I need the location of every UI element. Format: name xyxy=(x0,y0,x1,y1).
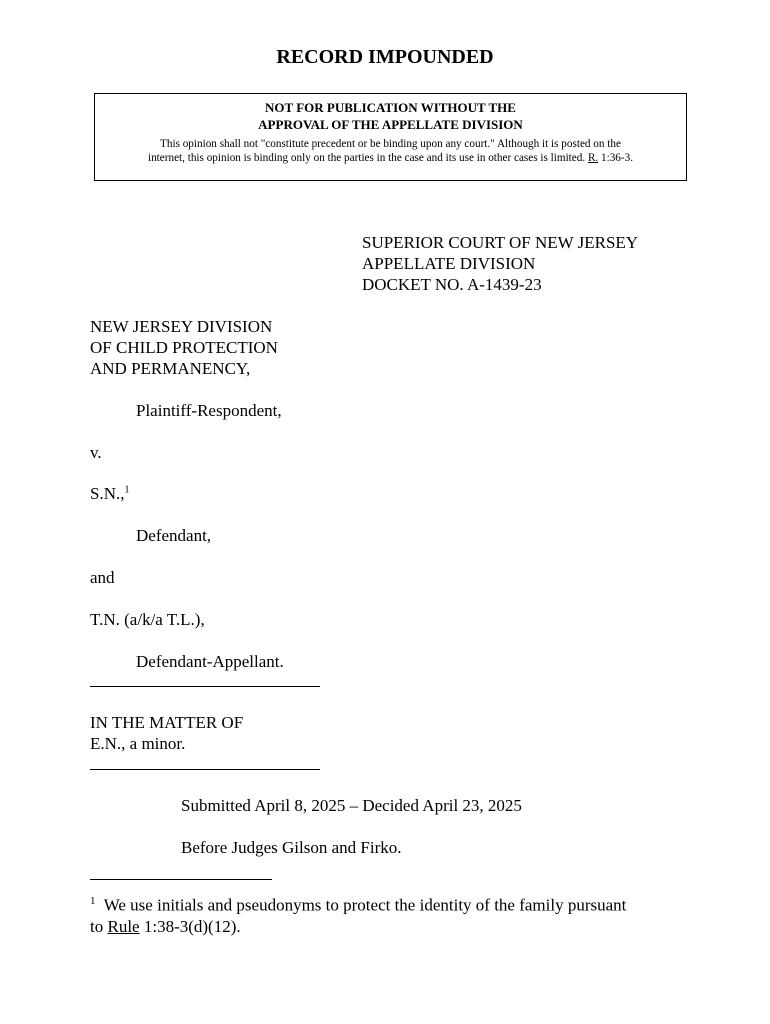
caption-divider-1 xyxy=(90,686,320,687)
record-impounded-heading: RECORD IMPOUNDED xyxy=(276,46,494,68)
defendant-1 xyxy=(90,483,129,504)
footnote-text-1: We use initials and pseudonyms to protect the identity of the family pursuant xyxy=(103,895,627,915)
plaintiff-line-2: OF CHILD PROTECTION xyxy=(90,338,278,357)
defendant-2-name: T.N. (a/k/a T.L.), xyxy=(90,610,205,629)
footnote-line-1 xyxy=(90,891,626,916)
matter-line-1: IN THE MATTER OF xyxy=(90,713,244,732)
plaintiff-line-1: NEW JERSEY DIVISION xyxy=(90,317,273,336)
court-name: SUPERIOR COURT OF NEW JERSEY xyxy=(362,233,639,252)
footnote-reference: 1 xyxy=(124,484,130,496)
court-heading xyxy=(362,232,638,295)
matter-line-2: E.N., a minor. xyxy=(90,734,186,753)
footnote xyxy=(90,891,626,937)
plaintiff-role: Plaintiff-Respondent, xyxy=(136,401,282,420)
notice-title-line-2: APPROVAL OF THE APPELLATE DIVISION xyxy=(258,117,523,132)
rule-citation: Rule xyxy=(107,916,140,936)
rule-reference: R. xyxy=(587,152,599,164)
notice-text-2a: internet, this opinion is binding only on the parties in the case and its use in other cases is limited. xyxy=(147,152,586,164)
footnote-text-2-post: 1:38-3(d)(12). xyxy=(139,916,241,936)
notice-text-line-1: This opinion shall not "constitute precedent or be binding upon any court." Although it is posted on the xyxy=(160,138,621,150)
submission-dates: Submitted April 8, 2025 – Decided April 23, 2025 xyxy=(181,796,522,815)
publication-notice-box xyxy=(94,93,687,181)
footnote-text-2-pre: to xyxy=(90,916,108,936)
notice-title-line-1: NOT FOR PUBLICATION WITHOUT THE xyxy=(265,100,516,115)
notice-text-2b: 1:36-3. xyxy=(601,152,634,164)
court-division: APPELLATE DIVISION xyxy=(362,254,536,273)
defendant-1-name: S.N., xyxy=(90,484,125,503)
matter-caption xyxy=(90,712,243,754)
defendant-1-role: Defendant, xyxy=(136,526,212,545)
plaintiff-name xyxy=(90,316,278,379)
footnote-number: 1 xyxy=(90,895,96,907)
judges-line: Before Judges Gilson and Firko. xyxy=(181,838,402,857)
footnote-line-2 xyxy=(90,916,626,937)
notice-text-line-2 xyxy=(95,152,686,164)
footnote-separator xyxy=(90,879,272,880)
caption-divider-2 xyxy=(90,769,320,770)
plaintiff-line-3: AND PERMANENCY, xyxy=(90,359,251,378)
versus: v. xyxy=(90,443,102,462)
defendant-2-role: Defendant-Appellant. xyxy=(136,652,284,671)
docket-number: DOCKET NO. A-1439-23 xyxy=(362,275,542,294)
and-text: and xyxy=(90,568,115,587)
